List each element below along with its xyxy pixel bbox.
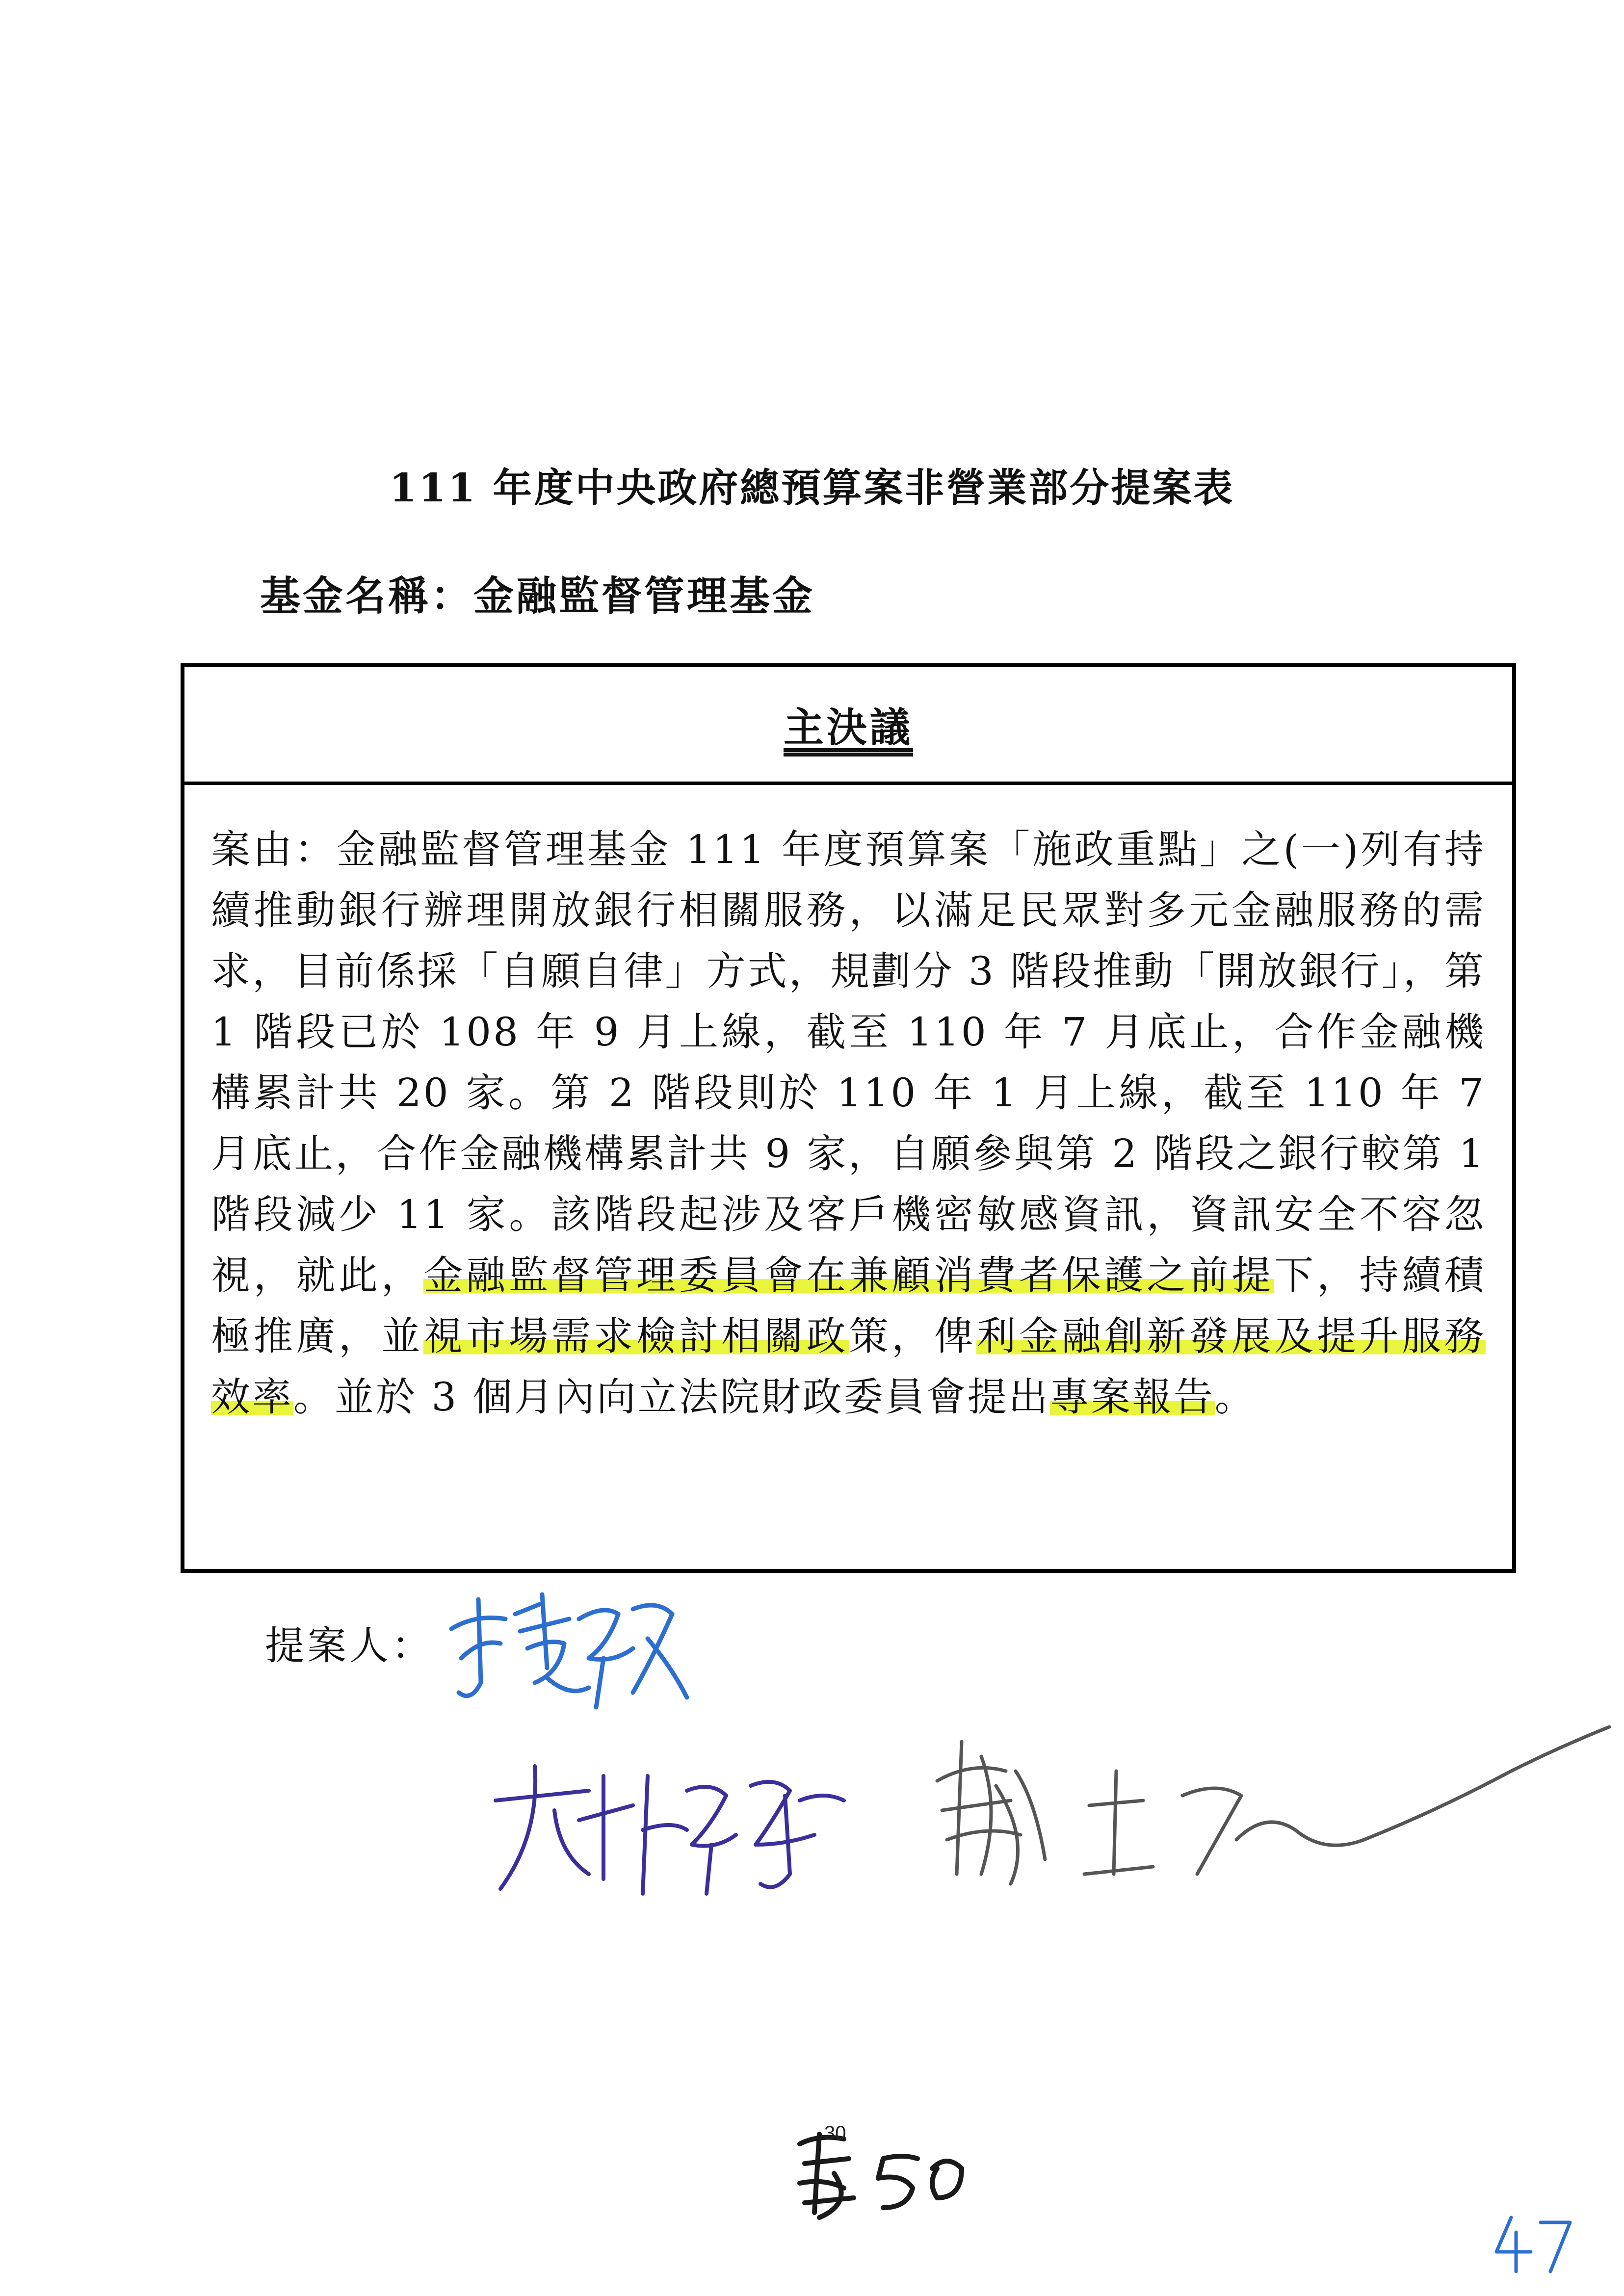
signature-2 [481, 1747, 873, 1904]
highlighted-text-1: 金融監督管理委員會在兼顧消費者保護之前提 [423, 1252, 1275, 1298]
fund-name: 基金名稱：金融監督管理基金 [260, 573, 815, 620]
text-part-3: 策，俾 [849, 1313, 977, 1359]
highlighted-text-3: 利金融創新發展及提升服務效率 [211, 1313, 1486, 1420]
box-header [184, 667, 1512, 785]
signature-1 [442, 1585, 697, 1732]
text-part-2: 下，持續積極推廣，並 [211, 1252, 1486, 1359]
text-part-5: 。 [1214, 1374, 1256, 1420]
text-part-4: 。並於 3 個月內向立法院財政委員會提出 [293, 1374, 1050, 1420]
text-part-1: 案由：金融監督管理基金 111 年度預算案「施政重點」之(一)列有持續推動銀行辦理開放銀行相關服務，以滿足民眾對多元金融服務的需求，目前係採「自願自律」方式，規劃分 3 階段推動「開放銀行」，第 1 階段已於 108 年 9 月上線，截至 110 年 7 月底止，合作金融機構累計共 20 家。第 2 階段則於 110 年 1 月上線，截至 110 年 7 月底止，合作金融機構累計共 9 家，自願參與第 2 階段之銀行較第 1 階段減少 11 家。該階段起涉及客戶機密敏感資訊，資訊安全不容忽視，就此， [211, 827, 1486, 1298]
highlighted-text-2: 視市場需求檢討相關政 [423, 1313, 849, 1359]
box-header-label: 主決議 [783, 704, 913, 751]
resolution-box [181, 663, 1516, 1573]
page-number-mark: 30 [824, 2122, 846, 2144]
page-mark-handwriting [790, 2124, 976, 2222]
handwritten-number [1487, 2208, 1575, 2276]
highlighted-text-4: 專案報告 [1049, 1374, 1215, 1420]
proposer-label: 提案人： [265, 1623, 434, 1669]
signature-3 [922, 1712, 1619, 1918]
document-title: 111 年度中央政府總預算案非營業部分提案表 [389, 465, 1235, 511]
resolution-text [184, 785, 1512, 1428]
